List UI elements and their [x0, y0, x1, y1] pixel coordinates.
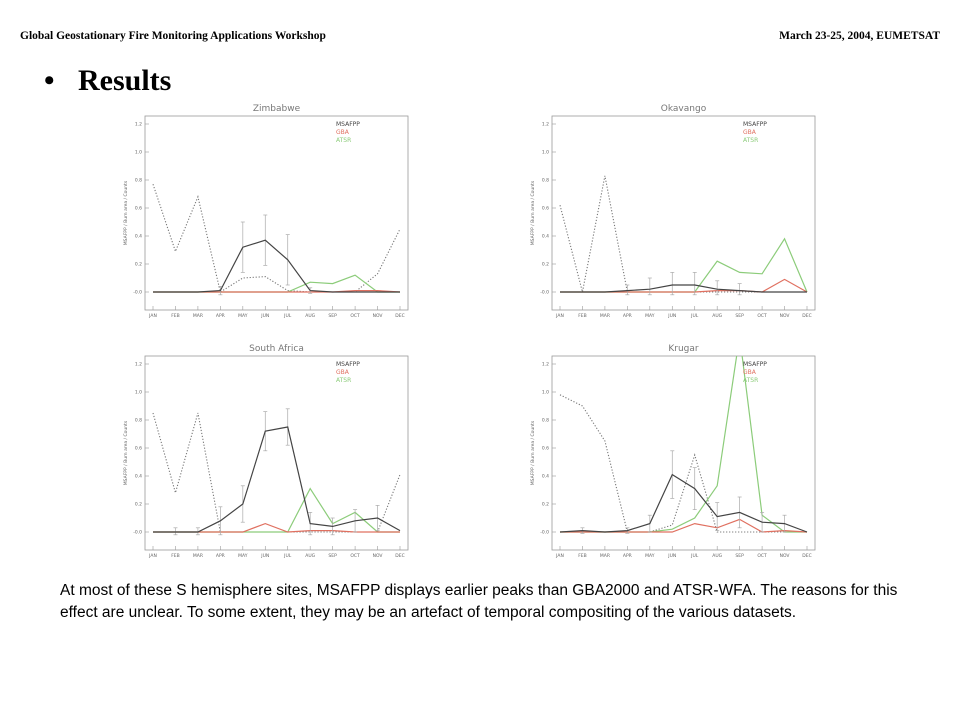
x-tick-label: FEB	[171, 554, 180, 559]
chart-zimbabwe	[105, 98, 415, 326]
slide-header	[20, 30, 940, 48]
slide-heading	[44, 64, 171, 98]
x-tick-label: APR	[215, 314, 225, 319]
chart-okavango	[512, 98, 822, 326]
x-tick-label: MAY	[238, 314, 248, 319]
legend-entry: ATSR	[336, 137, 352, 144]
x-tick-label: JUN	[261, 554, 270, 559]
x-tick-label: NOV	[372, 554, 383, 559]
y-tick-label: 0.8	[134, 178, 142, 184]
x-tick-label: DEC	[802, 314, 812, 319]
x-tick-label: JUN	[668, 554, 677, 559]
x-tick-label: FEB	[171, 314, 180, 319]
y-tick-label: 0.6	[134, 446, 142, 452]
x-tick-label: NOV	[372, 314, 383, 319]
y-tick-label: 0.2	[134, 502, 142, 508]
x-tick-label: NOV	[779, 554, 790, 559]
x-tick-label: JAN	[149, 554, 157, 559]
x-tick-label: SEP	[328, 554, 337, 559]
y-axis-label: MSAFPP / Burn area / Counts	[124, 180, 129, 246]
chart-title: South Africa	[249, 344, 304, 354]
x-tick-label: JUL	[284, 314, 292, 319]
x-tick-label: JUN	[261, 314, 270, 319]
y-tick-label: 1.0	[541, 150, 549, 156]
y-tick-label: 0.2	[134, 262, 142, 268]
x-tick-label: SEP	[328, 314, 337, 319]
x-tick-label: MAR	[192, 314, 203, 319]
chart-south-africa	[105, 338, 415, 566]
legend-entry: GBA	[336, 129, 349, 136]
legend-entry: ATSR	[336, 377, 352, 384]
x-tick-label: DEC	[802, 554, 812, 559]
y-tick-label: 0.8	[541, 418, 549, 424]
y-tick-label: -0.0	[540, 530, 549, 536]
y-tick-label: -0.0	[540, 290, 549, 296]
x-tick-label: FEB	[578, 314, 587, 319]
chart-title: Zimbabwe	[252, 104, 301, 114]
x-tick-label: APR	[622, 554, 632, 559]
y-tick-label: 0.4	[134, 234, 142, 240]
x-tick-label: AUG	[712, 554, 723, 559]
x-tick-label: MAY	[238, 554, 248, 559]
x-tick-label: JAN	[556, 554, 564, 559]
y-tick-label: -0.0	[133, 290, 142, 296]
y-tick-label: 0.8	[541, 178, 549, 184]
x-tick-label: JUL	[691, 554, 699, 559]
y-axis-label: MSAFPP / Burn area / Counts	[531, 180, 536, 246]
bullet-icon: •	[44, 64, 55, 97]
y-axis-label: MSAFPP / Burn area / Counts	[124, 420, 129, 486]
caption: At most of these S hemisphere sites, MSAFPP displays earlier peaks than GBA2000 and ATSR-WFA. The reasons for this effect are unclear. To some extent, they may be an artefact of temporal compositing of the various datasets.	[60, 582, 898, 621]
x-tick-label: OCT	[350, 314, 360, 319]
legend-entry: GBA	[743, 129, 756, 136]
legend-entry: MSAFPP	[743, 361, 767, 368]
heading-text: Results	[78, 64, 172, 97]
x-tick-label: MAR	[192, 554, 203, 559]
x-tick-label: OCT	[757, 554, 767, 559]
x-tick-label: AUG	[712, 314, 723, 319]
y-tick-label: 0.8	[134, 418, 142, 424]
chart-title: Krugar	[668, 344, 699, 354]
x-tick-label: OCT	[757, 314, 767, 319]
y-tick-label: 0.6	[541, 206, 549, 212]
x-tick-label: DEC	[395, 314, 405, 319]
y-tick-label: 0.4	[541, 234, 549, 240]
legend-entry: MSAFPP	[336, 361, 360, 368]
x-tick-label: AUG	[305, 554, 316, 559]
y-tick-label: -0.0	[133, 530, 142, 536]
workshop-date: March 23-25, 2004, EUMETSAT	[779, 30, 940, 42]
x-tick-label: JAN	[149, 314, 157, 319]
y-tick-label: 1.0	[134, 390, 142, 396]
x-tick-label: FEB	[578, 554, 587, 559]
y-tick-label: 1.0	[134, 150, 142, 156]
y-tick-label: 1.0	[541, 390, 549, 396]
chart-svg	[512, 98, 822, 326]
legend-entry: GBA	[743, 369, 756, 376]
chart-svg	[512, 338, 822, 566]
x-tick-label: APR	[622, 314, 632, 319]
x-tick-label: MAY	[645, 314, 655, 319]
y-tick-label: 1.2	[134, 122, 142, 128]
y-axis-label: MSAFPP / Burn area / Counts	[531, 420, 536, 486]
x-tick-label: JUN	[668, 314, 677, 319]
y-tick-label: 1.2	[134, 362, 142, 368]
chart-title: Okavango	[660, 104, 707, 114]
y-tick-label: 0.4	[134, 474, 142, 480]
x-tick-label: DEC	[395, 554, 405, 559]
y-tick-label: 0.4	[541, 474, 549, 480]
x-tick-label: OCT	[350, 554, 360, 559]
workshop-title: Global Geostationary Fire Monitoring Applications Workshop	[20, 30, 326, 42]
x-tick-label: NOV	[779, 314, 790, 319]
chart-krugar	[512, 338, 822, 566]
y-tick-label: 0.6	[134, 206, 142, 212]
y-tick-label: 0.6	[541, 446, 549, 452]
x-tick-label: AUG	[305, 314, 316, 319]
x-tick-label: APR	[215, 554, 225, 559]
x-tick-label: MAR	[599, 314, 610, 319]
x-tick-label: JUL	[691, 314, 699, 319]
x-tick-label: JUL	[284, 554, 292, 559]
legend-entry: MSAFPP	[743, 121, 767, 128]
x-tick-label: MAY	[645, 554, 655, 559]
x-tick-label: SEP	[735, 554, 744, 559]
legend-entry: MSAFPP	[336, 121, 360, 128]
x-tick-label: JAN	[556, 314, 564, 319]
y-tick-label: 1.2	[541, 122, 549, 128]
y-tick-label: 0.2	[541, 262, 549, 268]
y-tick-label: 0.2	[541, 502, 549, 508]
chart-svg	[105, 338, 415, 566]
x-tick-label: MAR	[599, 554, 610, 559]
legend-entry: ATSR	[743, 137, 759, 144]
x-tick-label: SEP	[735, 314, 744, 319]
legend-entry: GBA	[336, 369, 349, 376]
chart-svg	[105, 98, 415, 326]
legend-entry: ATSR	[743, 377, 759, 384]
y-tick-label: 1.2	[541, 362, 549, 368]
